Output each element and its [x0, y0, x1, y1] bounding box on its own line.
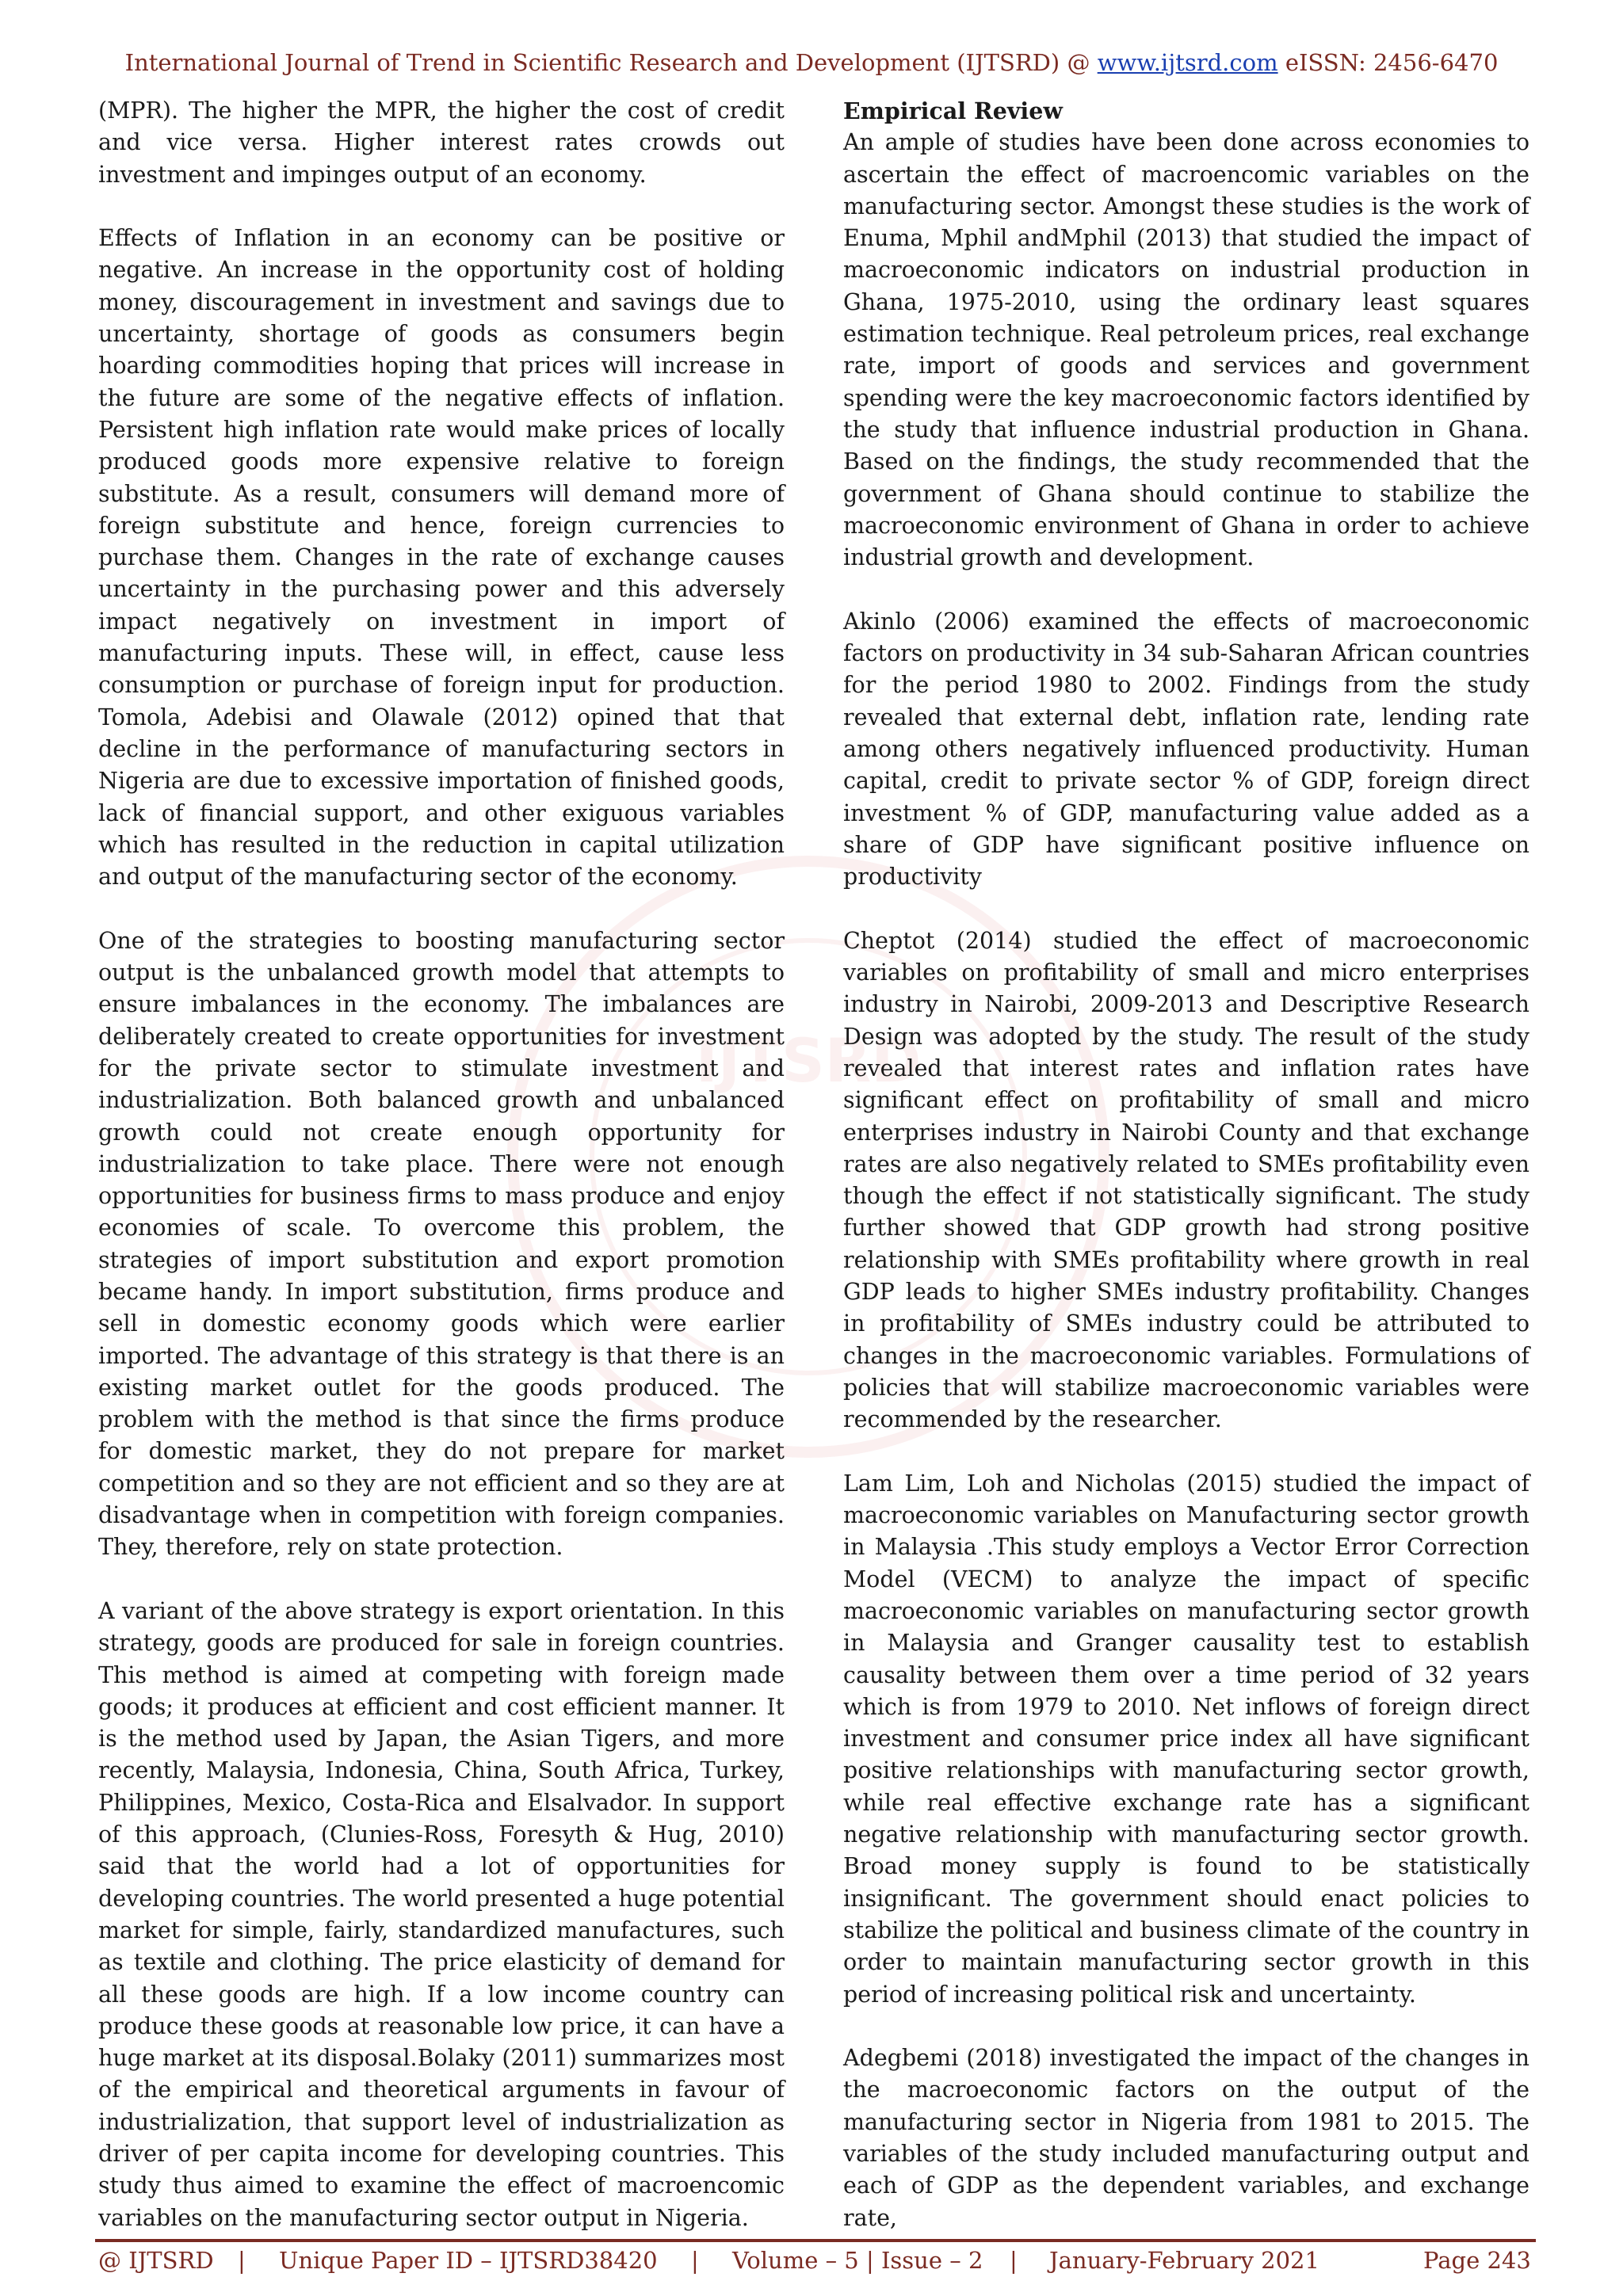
- footer-paper-id: Unique Paper ID – IJTSRD38420: [279, 2247, 658, 2274]
- body-paragraph: Akinlo (2006) examined the effects of macroeconomic factors on productivity in 34 sub-Saharan African countries for the period 1980 to 2002. Findings from the study revealed that external debt, inflation rate, lending rate among others negatively influenced productivity. Human capital, credit to private sector % of GDP, foreign direct investment % of GDP, manufacturing value added as a share of GDP have significant positive influence on productivity: [843, 608, 1529, 891]
- journal-title: International Journal of Trend in Scientific Research and Development (IJTSRD) @: [124, 49, 1090, 76]
- footer-rule: [95, 2239, 1536, 2242]
- body-paragraph: Effects of Inflation in an economy can be positive or negative. An increase in the opportunity cost of holding money, discouragement in investment and savings due to uncertainty, shortage of goods as consumers begin hoarding commodities hoping that prices will increase in the future are some of the negative effects of inflation. Persistent high inflation rate would make prices of locally produced goods more expensive relative to foreign substitute. As a result, consumers will demand more of foreign substitute and hence, foreign currencies to purchase them. Changes in the rate of exchange causes uncertainty in the purchasing power and this adversely impact negatively on investment in import of manufacturing inputs. These will, in effect, cause less consumption or purchase of foreign input for production. Tomola, Adebisi and Olawale (2012) opined that that decline in the performance of manufacturing sectors in Nigeria are due to excessive importation of finished goods, lack of financial support, and other exiguous variables which has resulted in the reduction in capital utilization and output of the manufacturing sector of the economy.: [98, 225, 785, 891]
- issn: eISSN: 2456-6470: [1285, 49, 1499, 76]
- body-paragraph: Lam Lim, Loh and Nicholas (2015) studied the impact of macroeconomic variables on Manufacturing sector growth in Malaysia .This study employs a Vector Error Correction Model (VECM) to analyze the impact of specific macroeconomic variables on manufacturing sector growth in Malaysia and Granger causality test to establish causality between them over a time period of 32 years which is from 1979 to 2010. Net inflows of foreign direct investment and consumer price index all have significant positive relationships with manufacturing sector growth, while real effective exchange rate has a significant negative relationship with manufacturing sector growth. Broad money supply is found to be statistically insignificant. The government should enact policies to stabilize the political and business climate of the country in order to maintain manufacturing sector growth in this period of increasing political risk and uncertainty.: [843, 1470, 1529, 2008]
- left-column: [98, 95, 785, 2266]
- footer-page-number: Page 243: [1423, 2247, 1531, 2274]
- footer-separator: |: [691, 2247, 699, 2274]
- footer-publisher: @ IJTSRD: [98, 2247, 214, 2274]
- body-paragraph: One of the strategies to boosting manufacturing sector output is the unbalanced growth model that attempts to ensure imbalances in the economy. The imbalances are deliberately created to create opportunities for investment for the private sector to stimulate investment and industrialization. Both balanced growth and unbalanced growth could not create enough opportunity for industrialization to take place. There were not enough opportunities for business firms to mass produce and enjoy economies of scale. To overcome this problem, the strategies of import substitution and export promotion became handy. In import substitution, firms produce and sell in domestic economy goods which were earlier imported. The advantage of this strategy is that there is an existing market outlet for the goods produced. The problem with the method is that since the firms produce for domestic market, they do not prepare for market competition and so they are not efficient and so they are at disadvantage when in competition with foreign companies. They, therefore, rely on state protection.: [98, 927, 785, 1561]
- body-paragraph: (MPR). The higher the MPR, the higher the cost of credit and vice versa. Higher interest rates crowds out investment and impinges output of an economy.: [98, 97, 785, 188]
- footer-date: January-February 2021: [1049, 2247, 1319, 2274]
- footer-separator: |: [1010, 2247, 1018, 2274]
- watermark-text: IJTSRD: [695, 1025, 922, 1096]
- journal-url-link[interactable]: www.ijtsrd.com: [1097, 49, 1278, 76]
- body-paragraph: Cheptot (2014) studied the effect of macroeconomic variables on profitability of small and micro enterprises industry in Nairobi, 2009-2013 and Descriptive Research Design was adopted by the study. The result of the study revealed that interest rates and inflation rates have significant effect on profitability of small and micro enterprises industry in Nairobi County and that exchange rates are also negatively related to SMEs profitability even though the effect if not statistically significant. The study further showed that GDP growth had strong positive relationship with SMEs profitability where growth in real GDP leads to higher SMEs industry profitability. Changes in profitability of SMEs industry could be attributed to changes in the macroeconomic variables. Formulations of policies that will stabilize macroeconomic variables were recommended by the researcher.: [843, 927, 1529, 1433]
- right-column: [843, 95, 1529, 2266]
- running-header: [0, 49, 1623, 76]
- footer-separator: |: [238, 2247, 246, 2274]
- body-paragraph: A variant of the above strategy is export orientation. In this strategy, goods are produced for sale in foreign countries. This method is aimed at competing with foreign made goods; it produces at efficient and cost efficient manner. It is the method used by Japan, the Asian Tigers, and more recently, Malaysia, Indonesia, China, South Africa, Turkey, Philippines, Mexico, Costa-Rica and Elsalvador. In support of this approach, (Clunies-Ross, Foresyth & Hug, 2010) said that the world had a lot of opportunities for developing countries. The world presented a huge potential market for simple, fairly, standardized manufactures, such as textile and clothing. The price elasticity of demand for all these goods are high. If a low income country can produce these goods at reasonable low price, it can have a huge market at its disposal.Bolaky (2011) summarizes most of the empirical and theoretical arguments in favour of industrialization, that support level of industrialization as driver of per capita income for developing countries. This study thus aimed to examine the effect of macroencomic variables on the manufacturing sector output in Nigeria.: [98, 1597, 785, 2231]
- body-paragraph: An ample of studies have been done across economies to ascertain the effect of macroencomic variables on the manufacturing sector. Amongst these studies is the work of Enuma, Mphil andMphil (2013) that studied the impact of macroeconomic indicators on industrial production in Ghana, 1975-2010, using the ordinary least squares estimation technique. Real petroleum prices, real exchange rate, import of goods and services and government spending were the key macroeconomic factors identified by the study that influence industrial production in Ghana. Based on the findings, the study recommended that the government of Ghana should continue to stabilize the macroeconomic environment of Ghana in order to achieve industrial growth and development.: [843, 129, 1529, 571]
- footer-volume-issue: Volume – 5 | Issue – 2: [732, 2247, 983, 2274]
- body-paragraph: Adegbemi (2018) investigated the impact of the changes in the macroeconomic factors on the output of the manufacturing sector in Nigeria from 1981 to 2015. The variables of the study included manufacturing output and each of GDP as the dependent variables, and exchange rate,: [843, 2045, 1529, 2231]
- section-heading: Empirical Review: [843, 97, 1063, 124]
